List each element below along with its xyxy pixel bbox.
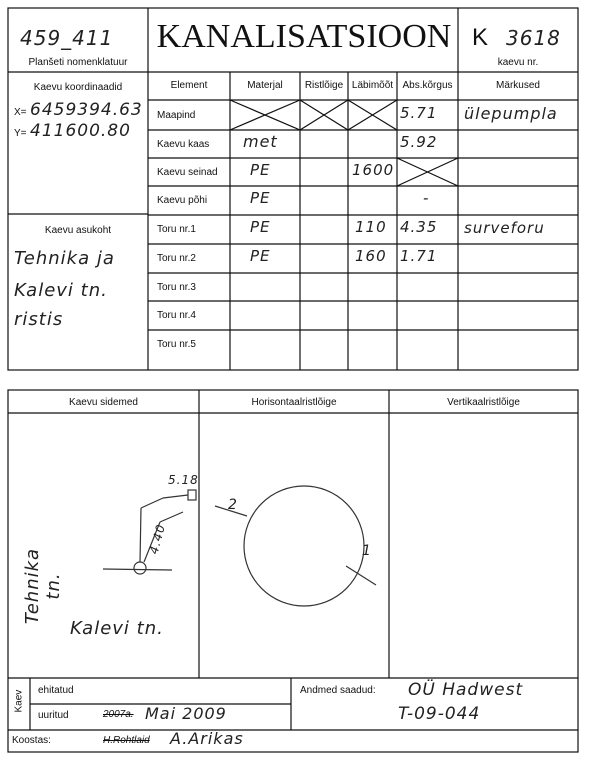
sketch-header-vertical: Vertikaalristlõige	[447, 397, 520, 408]
x-coordinate: 6459394.63	[30, 100, 143, 120]
nomenclature-label: Planšeti nomenklatuur	[28, 57, 128, 68]
row-element: Toru nr.2	[157, 253, 196, 264]
col-header-cross: Ristlõige	[304, 80, 344, 91]
row-abs: 1.71	[400, 247, 438, 265]
row-element: Maapind	[157, 110, 196, 121]
sketch-header-horizontal: Horisontaalristlõige	[251, 397, 337, 408]
compiler-value: A.Arikas	[170, 729, 244, 748]
location-line-3: ristis	[14, 309, 64, 330]
sketch-num-1: 1	[362, 543, 372, 559]
data-source-value-1: OÜ Hadwest	[408, 680, 524, 700]
row-element: Toru nr.4	[157, 310, 196, 321]
x-prefix: X=	[14, 107, 27, 118]
data-source-label: Andmed saadud:	[300, 685, 376, 696]
row-element: Kaevu kaas	[157, 139, 210, 150]
row-diameter: 110	[355, 218, 387, 236]
sketch-num-2: 2	[228, 497, 238, 513]
row-abs: 5.92	[400, 133, 438, 151]
well-number-label: kaevu nr.	[497, 57, 539, 68]
col-header-notes: Märkused	[496, 80, 540, 91]
row-material: PE	[250, 247, 271, 265]
row-element: Toru nr.1	[157, 224, 196, 235]
page-title: KANALISATSIOON	[156, 18, 452, 55]
row-diameter: 160	[355, 247, 387, 265]
well-prefix: K	[472, 24, 489, 51]
row-element: Toru nr.5	[157, 339, 196, 350]
row-material: met	[243, 132, 278, 151]
sketch-street-tehnika: Tehnika tn.	[22, 547, 64, 625]
location-line-2: Kalevi tn.	[14, 280, 108, 301]
data-source-value-2: T-09-044	[398, 704, 481, 724]
coords-label: Kaevu koordinaadid	[33, 82, 123, 93]
col-header-abs: Abs.kõrgus	[402, 80, 453, 91]
location-label: Kaevu asukoht	[44, 225, 112, 236]
row-element: Kaevu seinad	[157, 167, 218, 178]
surveyed-struck: 2007a.	[103, 709, 134, 720]
col-header-material: Materjal	[247, 80, 283, 91]
col-header-diameter: Läbimõõt	[351, 80, 394, 91]
row-material: PE	[250, 161, 271, 179]
y-prefix: Y=	[14, 128, 27, 139]
row-diameter: 1600	[352, 161, 395, 179]
sketch-drawing	[103, 486, 376, 606]
footer-side-label: Kaev	[13, 689, 25, 713]
sketch-dim-440: 4.40	[146, 522, 169, 556]
surveyed-label: uuritud	[38, 710, 69, 721]
nomenclature-value: 459_411	[20, 26, 114, 50]
row-element: Toru nr.3	[157, 282, 196, 293]
built-label: ehitatud	[38, 685, 74, 696]
sketch-header-ties: Kaevu sidemed	[69, 397, 138, 408]
well-number: 3618	[506, 26, 561, 50]
y-coordinate: 411600.80	[30, 121, 131, 141]
location-line-1: Tehnika ja	[14, 248, 115, 269]
row-abs: 5.71	[400, 104, 438, 122]
sketch-dim-518: 5.18	[168, 473, 199, 487]
surveyed-value: Mai 2009	[145, 704, 227, 723]
compiler-label: Koostas:	[12, 735, 51, 746]
row-element: Kaevu põhi	[157, 195, 208, 206]
col-header-element: Element	[170, 80, 208, 91]
row-material: PE	[250, 218, 271, 236]
compiler-struck: H.Rohtlaid	[103, 735, 150, 746]
row-notes: surveforu	[464, 219, 545, 237]
row-abs: 4.35	[400, 218, 438, 236]
row-material: PE	[250, 189, 271, 207]
row-notes: ülepumpla	[464, 104, 558, 123]
sketch-street-kalevi: Kalevi tn.	[70, 618, 164, 639]
row-abs: -	[423, 189, 430, 207]
